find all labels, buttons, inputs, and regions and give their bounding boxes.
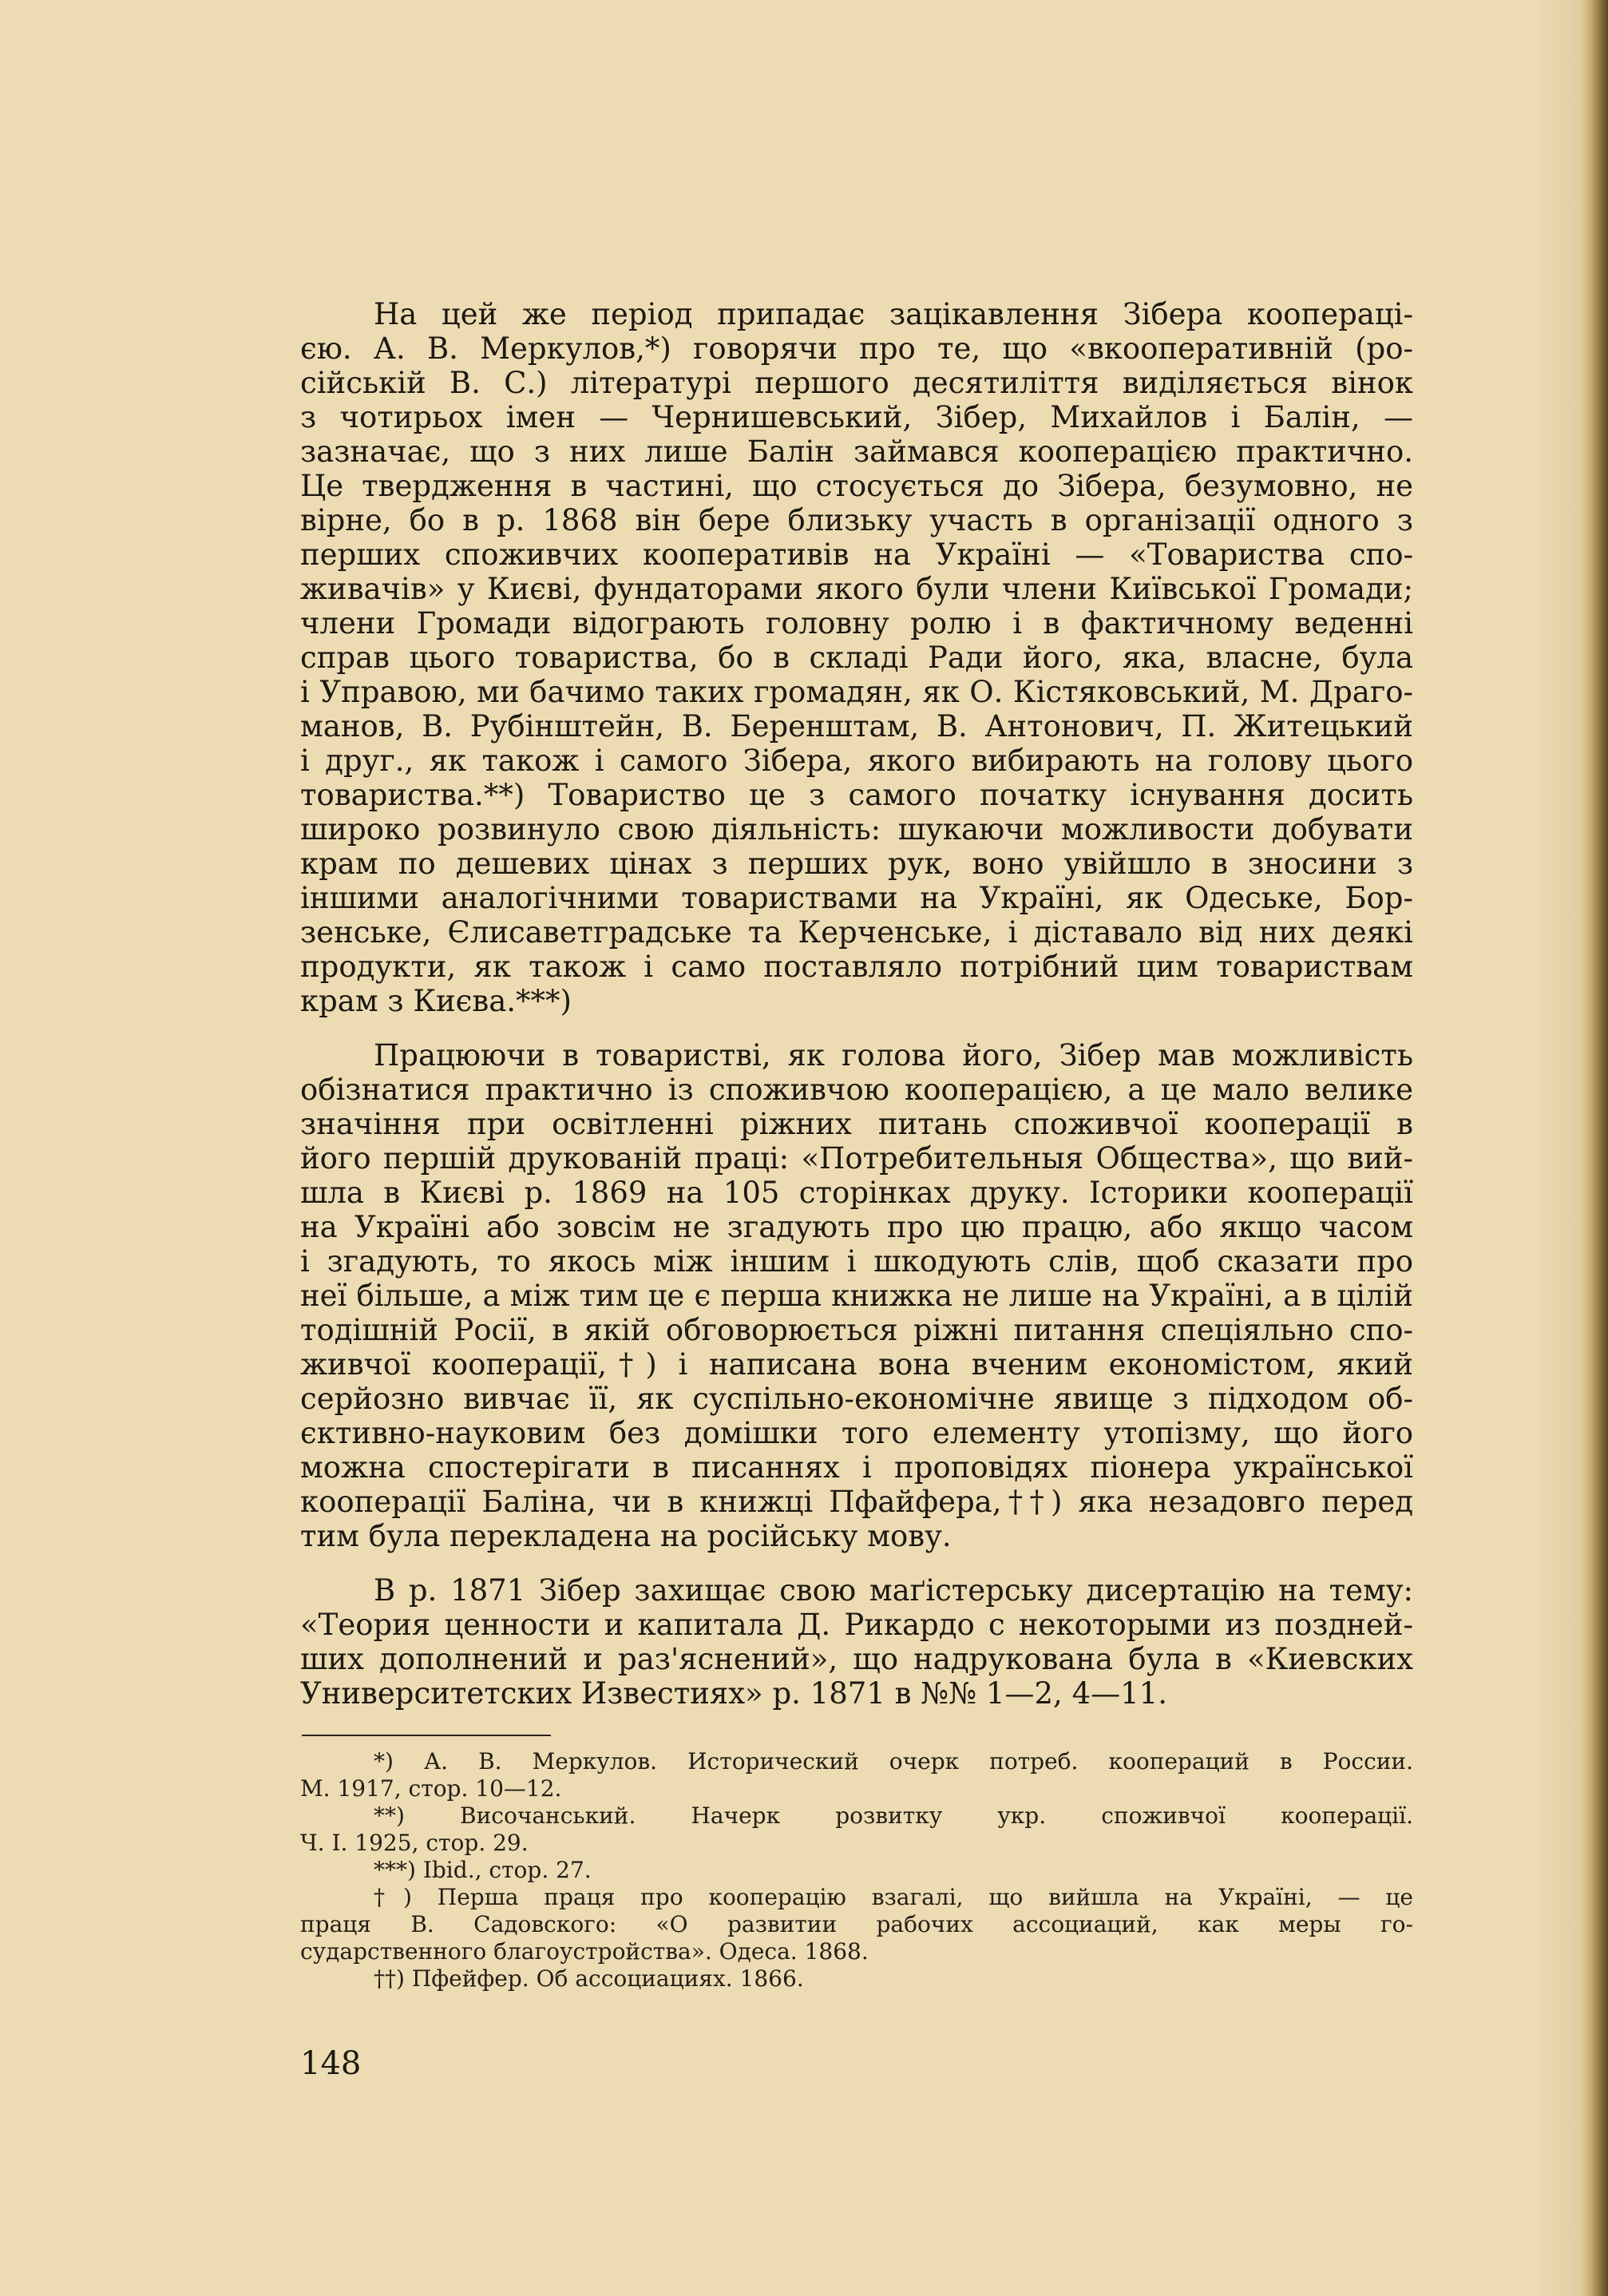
text-line: іншими аналогічними товариствами на Україні, як Одеське, Бор- (300, 881, 1413, 915)
book-spine-edge (1581, 0, 1608, 2296)
footnote-line: сударственного благоустройства». Одеса. 1868. (300, 1938, 869, 1965)
text-line: тим була перекладена на російську мову. (300, 1519, 952, 1553)
text-line: можна спостерігати в писаннях і проповідях піонера української (300, 1450, 1413, 1485)
text-line: неї більше, а між тим це є перша книжка не лише на Україні, а в цілій (300, 1279, 1413, 1313)
text-line: широко розвинуло свою діяльність: шукаючи можливости добувати (300, 812, 1413, 847)
page-number: 148 (300, 2045, 362, 2082)
text-line: перших споживчих кооперативів на Україні — «Товариства спо- (300, 537, 1413, 572)
footnote-line: ††) Пфейфер. Об ассоциациях. 1866. (374, 1965, 804, 1992)
text-line: справ цього товариства, бо в складі Ради його, яка, власне, була (300, 640, 1413, 675)
text-line: серйозно вивчає її, як суспільно-економічне явище з підходом об- (300, 1382, 1413, 1416)
page-shade (1533, 0, 1581, 2296)
text-line: На цей же період припадає зацікавлення Зібера коопераці- (374, 297, 1413, 331)
footnote-line: ***) Ibid., стор. 27. (374, 1857, 592, 1883)
text-line: шла в Києві р. 1869 на 105 сторінках друку. Історики кооперації (300, 1176, 1413, 1210)
text-line: крам по дешевих цінах з перших рук, воно увійшло в зносини з (300, 847, 1413, 881)
footnote-rule (302, 1735, 551, 1736)
footnote-line: **) Височанський. Начерк розвитку укр. споживчої кооперації. (374, 1802, 1413, 1829)
text-line: з чотирьох імен — Чернишевський, Зібер, Михайлов і Балін, — (300, 400, 1413, 434)
text-line: сійській В. С.) літературі першого десятиліття виділяється вінок (300, 366, 1413, 400)
text-line: ших дополнений и раз'яснений», що надрукована була в «Киевских (300, 1642, 1413, 1676)
footnote-line: М. 1917, стор. 10—12. (300, 1775, 562, 1802)
text-line: значіння при освітленні ріжних питань споживчої кооперації в (300, 1107, 1413, 1141)
text-line: на Україні або зовсім не згадують про цю працю, або якщо часом (300, 1210, 1413, 1244)
footnote-line: Ч. І. 1925, стор. 29. (300, 1830, 529, 1856)
footnote-line: †) Перша праця про кооперацію взагалі, що вийшла на Україні, — це (374, 1884, 1413, 1910)
text-line: Працюючи в товаристві, як голова його, Зібер мав можливість (374, 1038, 1413, 1073)
text-line: члени Громади відограють головну ролю і в фактичному веденні (300, 606, 1413, 640)
text-line: крам з Києва.***) (300, 984, 572, 1018)
text-line: продукти, як також і само поставляло потрібний цим товариствам (300, 950, 1413, 984)
text-line: вірне, бо в р. 1868 він бере близьку участь в організації одного з (300, 503, 1413, 537)
text-line: «Теория ценности и капитала Д. Рикардо с некоторыми из поздней- (300, 1608, 1413, 1642)
text-line: його першій друкованій праці: «Потребительныя Общества», що вий- (300, 1141, 1413, 1176)
text-line: зазначає, що з них лише Балін займався кооперацією практично. (300, 434, 1413, 469)
text-line: живчої кооперації,†) і написана вона вченим економістом, який (300, 1347, 1413, 1382)
text-line: і друг., як також і самого Зібера, якого вибирають на голову цього (300, 744, 1413, 778)
text-line: єю. А. В. Меркулов,*) говорячи про те, що «вкооперативній (ро- (300, 331, 1413, 366)
text-line: зенське, Єлисаветградське та Керченське, і діставало від них деякі (300, 915, 1413, 950)
text-line: обізнатися практично із споживчою кооперацією, а це мало велике (300, 1073, 1413, 1107)
text-line: живачів» у Києві, фундаторами якого були члени Київської Громади; (300, 572, 1413, 606)
text-line: єктивно-науковим без домішки того елементу утопізму, що його (300, 1416, 1413, 1450)
text-line: і згадують, то якось між іншим і шкодують слів, щоб сказати про (300, 1244, 1413, 1279)
text-line: тодішній Росії, в якій обговорюється ріжні питання спеціяльно спо- (300, 1313, 1413, 1347)
text-line: кооперації Баліна, чи в книжці Пфайфера,††) яка незадовго перед (300, 1485, 1413, 1519)
footnote-line: праця В. Садовского: «О развитии рабочих ассоциаций, как меры го- (300, 1911, 1413, 1937)
text-line: Це твердження в частині, що стосується до Зібера, безумовно, не (300, 469, 1413, 503)
text-line: манов, В. Рубінштейн, В. Беренштам, В. Антонович, П. Житецький (300, 709, 1413, 744)
text-line: Университетских Известиях» р. 1871 в №№ 1—2, 4—11. (300, 1676, 1167, 1711)
text-line: В р. 1871 Зібер захищає свою маґістерську дисертацію на тему: (374, 1573, 1413, 1608)
footnote-line: *) А. В. Меркулов. Исторический очерк потреб. коопераций в России. (374, 1748, 1413, 1775)
text-line: і Управою, ми бачимо таких громадян, як О. Кістяковський, М. Драго- (300, 675, 1413, 709)
text-line: товариства.**) Товариство це з самого початку існування досить (300, 778, 1413, 812)
